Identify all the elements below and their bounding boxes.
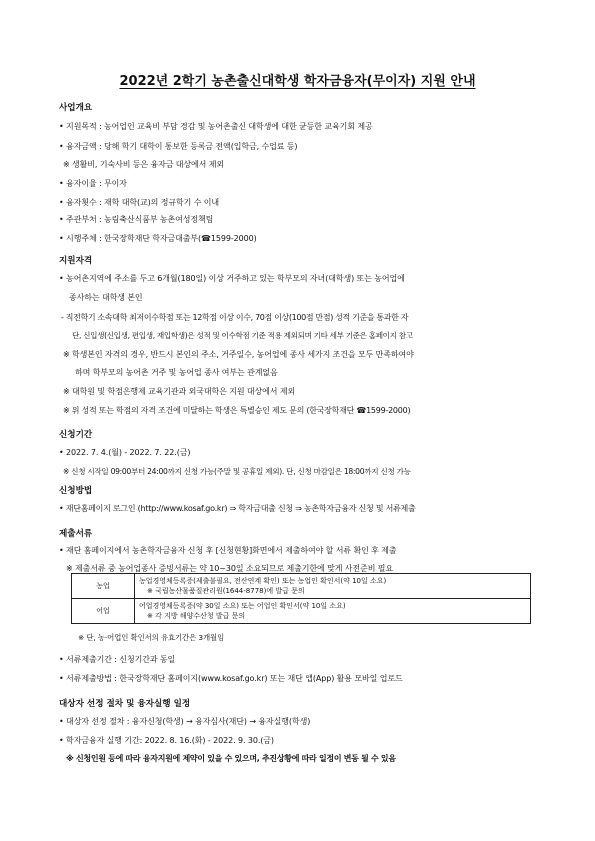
eligibility-line: 종사하는 대학생 본인 [69, 293, 143, 302]
overview-line: • 주관부처 : 농림축산식품부 농촌여성정책팀 [59, 215, 214, 224]
overview-line: • 지원목적 : 농어업인 교육비 부담 경감 및 농어촌출신 대학생에 대한 균등한 교육기회 제공 [59, 122, 373, 131]
selection-line: • 학자금융자 실행 기간: 2022. 8. 16.(화) - 2022. 9. 30.(금) [59, 736, 274, 745]
table-cell-line: ※ 각 지방 해양수산청 발급 문의 [147, 612, 246, 620]
documents-line: • 서류제출기간 : 신청기간과 동일 [59, 655, 176, 664]
table-row [72, 599, 531, 624]
table-cell-value [135, 599, 531, 624]
overview-line: • 융자횟수 : 재학 대학(교)의 정규학기 수 이내 [59, 198, 220, 207]
section-heading-overview: 사업개요 [59, 103, 93, 113]
table-cell-line: ※ 국립농산물품질관리원(1644-8778)에 발급 문의 [147, 587, 305, 595]
eligibility-note: ※ 학생본인 자격의 경우, 반드시 본인의 주소, 거주일수, 농어업에 종사 세가지 조건을 모두 만족하여야 [63, 350, 414, 359]
selection-line: • 대상자 선정 절차 : 융자신청(학생) → 융자심사(재단) → 융자실행(학생) [59, 717, 311, 726]
selection-notice: ※ 신청인원 등에 따라 융자지원에 제약이 있을 수 있으며, 추진상황에 따라 일정이 변동 될 수 있음 [66, 754, 396, 763]
eligibility-note: 하며 학부모의 농어촌 거주 및 농어업 종사 여부는 관계없음 [75, 368, 278, 377]
overview-line: • 융자금액 : 당해 학기 대학이 통보한 등록금 전액(입학금, 수업료 등) [59, 142, 298, 151]
page-title: 2022년 2학기 농촌출신대학생 학자금융자(무이자) 지원 안내 [119, 74, 476, 89]
table-cell-value [135, 574, 531, 599]
section-heading-method: 신청방법 [59, 486, 93, 496]
eligibility-note: ※ 위 성적 또는 학점의 자격 조건에 미달하는 학생은 특별승인 제도 문의 (한국장학재단 ☎1599-2000) [63, 406, 411, 415]
overview-line: • 융자이율 : 무이자 [59, 179, 127, 188]
table-note: ※ 단, 농·어업인 확인서의 유효기간은 3개월임 [78, 633, 225, 642]
documents-table [71, 573, 531, 624]
overview-note: ※ 생활비, 기숙사비 등은 융자금 대상에서 제외 [63, 160, 225, 169]
period-line: • 2022. 7. 4.(월) - 2022. 7. 22.(금) [59, 448, 191, 457]
section-heading-period: 신청기간 [59, 430, 93, 440]
section-heading-documents: 제출서류 [59, 529, 93, 539]
eligibility-line: 단, 신입생(신입생, 편입생, 재입학생)은 성적 및 이수학점 기준 적용 제외되며 기타 세부 기준은 홈페이지 참고 [72, 331, 413, 340]
eligibility-line: • 농어촌지역에 주소를 두고 6개월(180일) 이상 거주하고 있는 학부모의 자녀(대학생) 또는 농어업에 [59, 274, 405, 283]
period-note: ※ 신청 시작일 09:00부터 24:00까지 신청 가능(주말 및 공휴일 제외). 단, 신청 마감일은 18:00까지 신청 가능 [63, 467, 411, 476]
method-line: • 재단홈페이지 로그인 (http://www.kosaf.go.kr) ⇒ 학자금대출 신청 ⇒ 농촌학자금융자 신청 및 서류제출 [59, 504, 416, 513]
table-cell-label: 농업 [72, 574, 135, 599]
documents-line: • 서류제출방법 : 한국장학재단 홈페이지(www.kosaf.go.kr) 또는 재단 앱(App) 활용 모바일 업로드 [59, 674, 403, 683]
table-cell-label: 어업 [72, 599, 135, 624]
section-heading-selection: 대상자 선정 절차 및 융자실행 일정 [59, 699, 191, 709]
section-heading-eligibility: 지원자격 [59, 256, 93, 266]
table-row [72, 574, 531, 599]
table-cell-line: 어업경영체등록증(약 30일 소요) 또는 어업인 확인서(약 10일 소요) [139, 602, 346, 610]
documents-note: ※ 제출서류 중 농어업종사 증빙서류는 약 10~30일 소요되므로 제출기한에 맞게 사전준비 필요 [66, 564, 394, 573]
overview-line: • 시행주체 : 한국장학재단 학자금대출부(☎1599-2000) [59, 234, 257, 243]
eligibility-line: - 직전학기 소속대학 최저이수학점 또는 12학점 이상 이수, 70점 이상(100점 만점) 성적 기준을 통과한 자 [61, 313, 409, 322]
table-cell-line: 농업경영체등록증(제출불필요, 전산연계 확인) 또는 농업인 확인서(약 10일 소요) [139, 577, 387, 585]
eligibility-note: ※ 대학원 및 학점은행제 교육기관과 외국대학은 지원 대상에서 제외 [63, 387, 296, 396]
documents-line: • 재단 홈페이지에서 농촌학자금융자 신청 후 [신청현황]화면에서 제출하여야 할 서류 확인 후 제출 [59, 546, 397, 555]
